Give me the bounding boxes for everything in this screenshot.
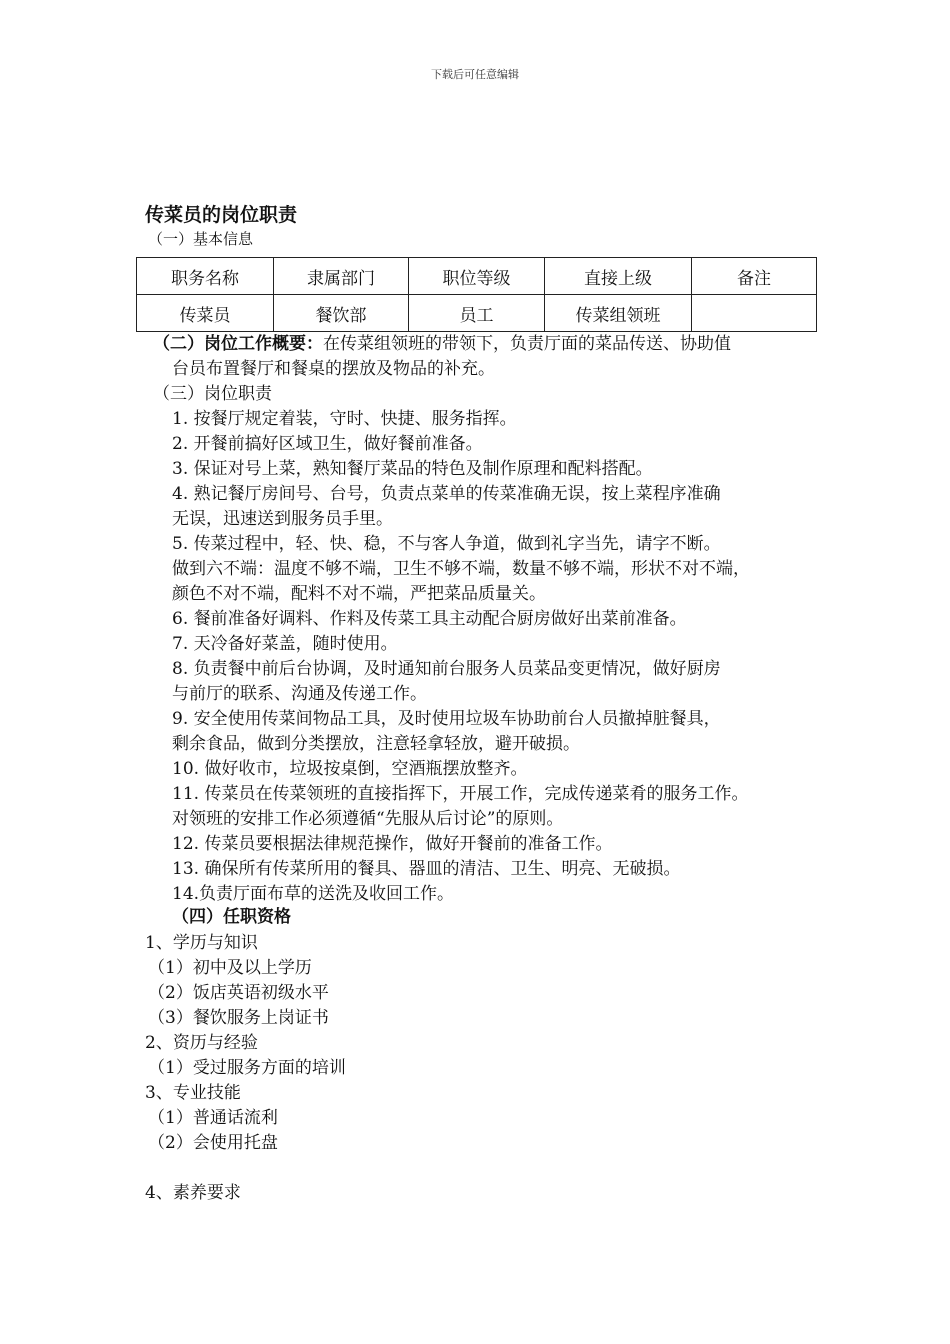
qualification-line: （1）普通话流利 bbox=[148, 1108, 278, 1128]
overview-text: 在传菜组领班的带领下，负责厅面的菜品传送、协助值 bbox=[323, 334, 731, 354]
table-header-cell: 隶属部门 bbox=[274, 258, 409, 295]
table-header-cell: 备注 bbox=[692, 258, 817, 295]
table-header-cell: 职务名称 bbox=[137, 258, 274, 295]
table-cell bbox=[692, 295, 817, 332]
duty-line: 与前厅的联系、沟通及传递工作。 bbox=[172, 684, 427, 704]
qualification-line: 4、素养要求 bbox=[145, 1183, 241, 1203]
qualification-line: （1）受过服务方面的培训 bbox=[148, 1058, 346, 1078]
duty-line: 5. 传菜过程中，轻、快、稳，不与客人争道，做到礼字当先，请字不断。 bbox=[172, 534, 721, 554]
duty-line: 做到六不端：温度不够不端，卫生不够不端，数量不够不端，形状不对不端， bbox=[172, 559, 750, 579]
duty-line: 10. 做好收市，垃圾按桌倒，空酒瓶摆放整齐。 bbox=[172, 759, 528, 779]
table-cell: 员工 bbox=[409, 295, 545, 332]
table-row bbox=[137, 295, 817, 332]
document-title: 传菜员的岗位职责 bbox=[145, 204, 298, 226]
overview-line-2: 台员布置餐厅和餐桌的摆放及物品的补充。 bbox=[172, 359, 495, 379]
duty-line: 8. 负责餐中前后台协调，及时通知前台服务人员菜品变更情况，做好厨房 bbox=[172, 659, 721, 679]
duty-line: 6. 餐前准备好调料、作料及传菜工具主动配合厨房做好出菜前准备。 bbox=[172, 609, 687, 629]
overview-line-1 bbox=[153, 332, 731, 356]
qualification-line: （2）会使用托盘 bbox=[148, 1133, 278, 1153]
table-header-cell: 职位等级 bbox=[409, 258, 545, 295]
header-note: 下载后可任意编辑 bbox=[431, 68, 519, 81]
qualification-line: 3、专业技能 bbox=[145, 1083, 241, 1103]
table-header-cell: 直接上级 bbox=[545, 258, 692, 295]
duty-line: 4. 熟记餐厅房间号、台号，负责点菜单的传菜准确无误，按上菜程序准确 bbox=[172, 484, 721, 504]
qualification-line: （1）初中及以上学历 bbox=[148, 958, 312, 978]
table-cell: 传菜员 bbox=[137, 295, 274, 332]
duty-line: 9. 安全使用传菜间物品工具，及时使用垃圾车协助前台人员撤掉脏餐具， bbox=[172, 709, 721, 729]
qualification-line: 1、学历与知识 bbox=[145, 933, 258, 953]
overview-label: （二）岗位工作概要： bbox=[153, 334, 323, 354]
duty-line: 对领班的安排工作必须遵循“先服从后讨论”的原则。 bbox=[172, 809, 564, 829]
duty-line: 12. 传菜员要根据法律规范操作，做好开餐前的准备工作。 bbox=[172, 834, 613, 854]
duty-line: 14.负责厅面布草的送洗及收回工作。 bbox=[172, 884, 455, 904]
table-cell: 传菜组领班 bbox=[545, 295, 692, 332]
duty-line: 3. 保证对号上菜，熟知餐厅菜品的特色及制作原理和配料搭配。 bbox=[172, 459, 653, 479]
qualification-line: （3）餐饮服务上岗证书 bbox=[148, 1008, 329, 1028]
table-header-row bbox=[137, 258, 817, 295]
duty-line: 剩余食品，做到分类摆放，注意轻拿轻放，避开破损。 bbox=[172, 734, 580, 754]
duty-line: 颜色不对不端，配料不对不端，严把菜品质量关。 bbox=[172, 584, 546, 604]
basic-info-table bbox=[136, 257, 817, 332]
duty-line: 13. 确保所有传菜所用的餐具、器皿的清洁、卫生、明亮、无破损。 bbox=[172, 859, 681, 879]
duty-line: 1. 按餐厅规定着装，守时、快捷、服务指挥。 bbox=[172, 409, 517, 429]
table-cell: 餐饮部 bbox=[274, 295, 409, 332]
duties-heading: （三）岗位职责 bbox=[153, 384, 272, 404]
section-basic-info-heading: （一）基本信息 bbox=[148, 230, 254, 248]
duty-line: 2. 开餐前搞好区域卫生，做好餐前准备。 bbox=[172, 434, 483, 454]
qualification-line: 2、资历与经验 bbox=[145, 1033, 258, 1053]
qualification-line: （2）饭店英语初级水平 bbox=[148, 983, 329, 1003]
duty-line: 7. 天冷备好菜盖，随时使用。 bbox=[172, 634, 398, 654]
qualifications-heading: （四）任职资格 bbox=[172, 907, 291, 927]
duty-line: 11. 传菜员在传菜领班的直接指挥下，开展工作，完成传递菜肴的服务工作。 bbox=[172, 784, 749, 804]
duty-line: 无误，迅速送到服务员手里。 bbox=[172, 509, 393, 529]
